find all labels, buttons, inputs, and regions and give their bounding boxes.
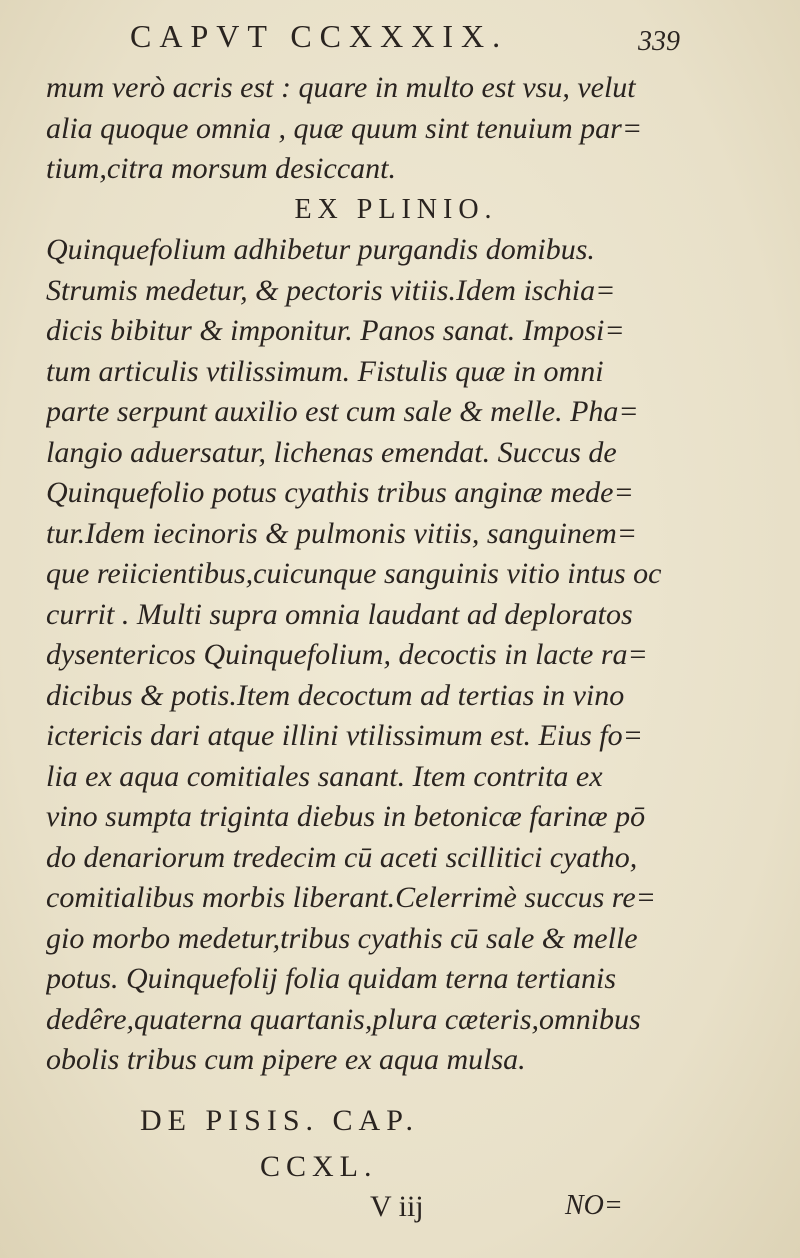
text-line: que reiicientibus,cuicunque sanguinis vitio intus oc — [46, 557, 662, 590]
page-header — [120, 18, 680, 58]
text-line: potus. Quinquefolij folia quidam terna tertianis — [46, 962, 616, 995]
body-text — [46, 68, 746, 1081]
text-line: obolis tribus cum pipere ex aqua mulsa. — [46, 1043, 526, 1076]
signature-mark: V iij — [370, 1190, 424, 1223]
text-line: dicis bibitur & imponitur. Panos sanat. Imposi= — [46, 314, 625, 347]
running-head: CAPVT CCXXXIX. — [130, 18, 509, 54]
text-line: tum articulis vtilissimum. Fistulis quæ in omni — [46, 354, 604, 388]
text-line: dysentericos Quinquefolium, decoctis in lacte ra= — [46, 638, 648, 671]
chapter-heading-line1: DE PISIS. CAP. — [140, 1104, 420, 1137]
subheading-ex-plinio: EX PLINIO. — [294, 193, 498, 225]
text-line: mum verò acris est : quare in multo est vsu, velut — [46, 71, 636, 104]
text-line: currit . Multi supra omnia laudant ad deploratos — [46, 597, 633, 631]
text-line: lia ex aqua comitiales sanant. Item contrita ex — [46, 759, 603, 793]
text-line: gio morbo medetur,tribus cyathis cū sale & melle — [46, 921, 638, 955]
text-line: Quinquefolium adhibetur purgandis domibus. — [46, 233, 595, 266]
text-line: vino sumpta triginta diebus in betonicæ farinæ pō — [46, 800, 646, 833]
text-line: alia quoque omnia , quæ quum sint tenuium par= — [46, 111, 643, 145]
text-line: parte serpunt auxilio est cum sale & melle. Pha= — [46, 395, 639, 428]
chapter-heading — [140, 1098, 419, 1190]
text-line: tur.Idem iecinoris & pulmonis vitiis, sanguinem= — [46, 516, 638, 550]
text-line: Strumis medetur, & pectoris vitiis.Idem ischia= — [46, 273, 616, 307]
chapter-heading-line2: CCXL. — [260, 1150, 378, 1183]
text-line: dedêre,quaterna quartanis,plura cæteris,omnibus — [46, 1002, 641, 1036]
text-line: dicibus & potis.Item decoctum ad tertias in vino — [46, 678, 625, 712]
text-line: tium,citra morsum desiccant. — [46, 152, 396, 185]
text-line: comitialibus morbis liberant.Celerrimè succus re= — [46, 881, 656, 914]
text-line: langio aduersatur, lichenas emendat. Succus de — [46, 435, 617, 469]
page-number: 339 — [638, 26, 680, 57]
text-line: ictericis dari atque illini vtilissimum est. Eius fo= — [46, 719, 643, 752]
catchword: NO= — [565, 1190, 623, 1221]
text-line: Quinquefolio potus cyathis tribus anginæ mede= — [46, 476, 634, 509]
text-line: do denariorum tredecim cū aceti scillitici cyatho, — [46, 840, 638, 874]
